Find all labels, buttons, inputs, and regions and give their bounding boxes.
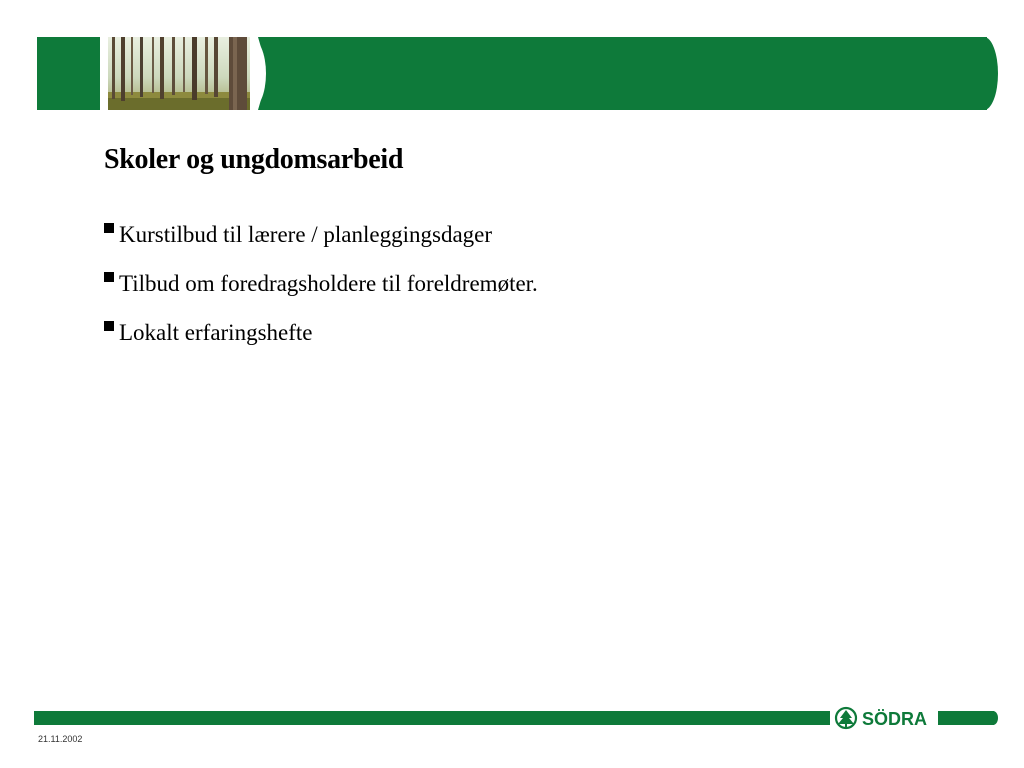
bullet-list	[104, 222, 538, 369]
sodra-tree-logo-icon	[836, 708, 856, 728]
square-bullet-icon	[104, 321, 114, 331]
list-item	[104, 320, 538, 369]
list-item	[104, 222, 538, 271]
slide-title: Skoler og ungdomsarbeid	[104, 144, 404, 175]
bullet-text: Kurstilbud til lærere / planleggingsdager	[119, 222, 493, 247]
forest-photo-icon	[108, 37, 250, 110]
bullet-text: Lokalt erfaringshefte	[119, 320, 313, 345]
header-band	[0, 0, 1024, 120]
square-bullet-icon	[104, 223, 114, 233]
bullet-text: Tilbud om foredragsholdere til foreldremøter.	[119, 271, 538, 296]
square-bullet-icon	[104, 272, 114, 282]
list-item	[104, 271, 538, 320]
footer-date: 21.11.2002	[38, 734, 83, 744]
footer-green-bar	[34, 711, 830, 725]
footer-band	[0, 700, 1024, 740]
sodra-logo-text: SÖDRA	[862, 709, 928, 729]
